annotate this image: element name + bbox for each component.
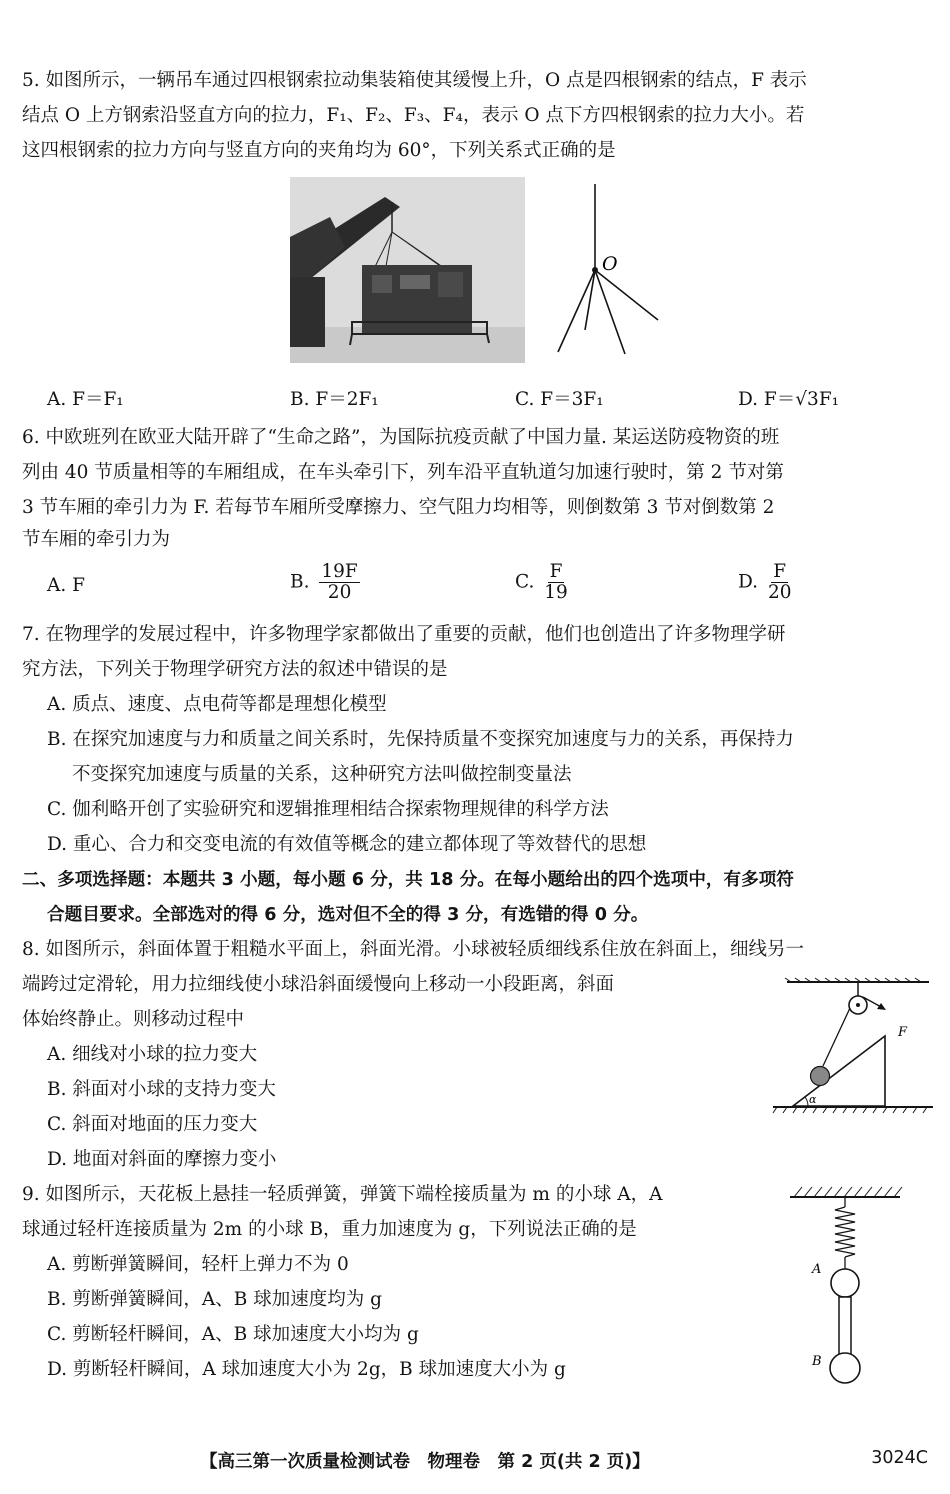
q6-line-1: 6. 中欧班列在欧亚大陆开辟了“生命之路”，为国际抗疫贡献了中国力量. 某运送防疫物资的班 — [22, 427, 780, 448]
q8-option-b[interactable]: B. 斜面对小球的支持力变大 — [47, 1079, 276, 1100]
q5-line-1: 5. 如图所示，一辆吊车通过四根钢索拉动集装箱使其缓慢上升，O 点是四根钢索的结点，F 表示 — [22, 70, 807, 91]
q9-option-b[interactable]: B. 剪断弹簧瞬间，A、B 球加速度均为 g — [47, 1289, 382, 1310]
incline-angle-label: α — [809, 1093, 817, 1106]
page-footer: 【高三第一次质量检测试卷 物理卷 第 2 页(共 2 页)】 — [200, 1452, 650, 1472]
q9-option-a[interactable]: A. 剪断弹簧瞬间，轻杆上弹力不为 0 — [47, 1254, 349, 1275]
q9-line-1: 9. 如图所示，天花板上悬挂一轻质弹簧，弹簧下端栓接质量为 m 的小球 A，A — [22, 1184, 663, 1205]
q6-option-c[interactable] — [515, 562, 568, 603]
paper-code: 3024C — [871, 1448, 928, 1468]
q6-option-c-prefix: C. — [515, 571, 535, 593]
q7-line-1: 7. 在物理学的发展过程中，许多物理学家都做出了重要的贡献，他们也创造出了许多物理学研 — [22, 624, 786, 645]
q9-line-2: 球通过轻杆连接质量为 2m 的小球 B，重力加速度为 g，下列说法正确的是 — [22, 1219, 637, 1240]
q7-option-c[interactable]: C. 伽利略开创了实验研究和逻辑推理相结合探索物理规律的科学方法 — [47, 799, 609, 820]
crane-photo-drawing — [290, 177, 525, 363]
q6-option-c-numerator: F — [549, 561, 563, 582]
q8-option-d[interactable]: D. 地面对斜面的摩擦力变小 — [47, 1149, 277, 1170]
q5-line-3: 这四根钢索的拉力方向与竖直方向的夹角均为 60°，下列关系式正确的是 — [22, 140, 616, 161]
q5-option-d[interactable]: D. F＝√3F₁ — [738, 389, 840, 410]
q9-option-c[interactable]: C. 剪断轻杆瞬间，A、B 球加速度大小均为 g — [47, 1324, 419, 1345]
q5-option-c[interactable]: C. F＝3F₁ — [515, 389, 604, 410]
knot-diagram — [530, 182, 670, 362]
q7-option-d[interactable]: D. 重心、合力和交变电流的有效值等概念的建立都体现了等效替代的思想 — [47, 834, 647, 855]
section-2-heading-cont: 合题目要求。全部选对的得 6 分，选对但不全的得 3 分，有选错的得 0 分。 — [47, 905, 649, 925]
ball-b-label: B — [812, 1354, 822, 1369]
q6-option-b-numerator: 19F — [321, 561, 358, 582]
q6-option-a[interactable]: A. F — [47, 575, 85, 596]
q6-line-3: 3 节车厢的牵引力为 F. 若每节车厢所受摩擦力、空气阻力均相等，则倒数第 3 节对倒数第 2 — [22, 497, 775, 518]
q6-option-d-denominator: 20 — [767, 582, 792, 603]
q6-option-d-prefix: D. — [738, 571, 759, 593]
ball-a-label: A — [812, 1262, 822, 1277]
q8-line-3: 体始终静止。则移动过程中 — [22, 1009, 245, 1030]
section-2-heading: 二、多项选择题：本题共 3 小题，每小题 6 分，共 18 分。在每小题给出的四个选项中，有多项符 — [22, 870, 794, 890]
q5-option-b[interactable]: B. F＝2F₁ — [290, 389, 379, 410]
q6-option-d-numerator: F — [773, 561, 787, 582]
spring-diagram — [790, 1185, 910, 1390]
q8-line-1: 8. 如图所示，斜面体置于粗糙水平面上，斜面光滑。小球被轻质细线系住放在斜面上，细线另一 — [22, 939, 805, 960]
q7-option-b[interactable]: B. 在探究加速度与力和质量之间关系时，先保持质量不变探究加速度与力的关系，再保持力 — [47, 729, 794, 750]
q6-option-b-fraction — [319, 562, 359, 603]
knot-label: O — [602, 253, 618, 275]
q6-option-b[interactable] — [290, 562, 360, 603]
q6-line-2: 列由 40 节质量相等的车厢组成，在车头牵引下，列车沿平直轨道匀加速行驶时，第 2 节对第 — [22, 462, 784, 483]
q6-option-d[interactable] — [738, 562, 792, 603]
q9-option-d[interactable]: D. 剪断轻杆瞬间，A 球加速度大小为 2g，B 球加速度大小为 g — [47, 1359, 566, 1380]
q6-option-b-prefix: B. — [290, 571, 310, 593]
q6-option-b-denominator: 20 — [327, 582, 352, 603]
q8-line-2: 端跨过定滑轮，用力拉细线使小球沿斜面缓慢向上移动一小段距离，斜面 — [22, 974, 615, 995]
q5-option-a[interactable]: A. F＝F₁ — [47, 389, 124, 410]
q7-option-b-cont[interactable]: 不变探究加速度与质量的关系，这种研究方法叫做控制变量法 — [72, 764, 572, 785]
q7-option-a[interactable]: A. 质点、速度、点电荷等都是理想化模型 — [47, 694, 387, 715]
q6-option-c-denominator: 19 — [544, 582, 568, 603]
crane-photo — [290, 177, 525, 363]
q6-option-d-fraction — [768, 562, 792, 603]
q7-line-2: 究方法，下列关于物理学研究方法的叙述中错误的是 — [22, 659, 448, 680]
q6-line-4: 节车厢的牵引力为 — [22, 529, 171, 550]
incline-diagram — [773, 978, 933, 1123]
q6-option-c-fraction — [544, 562, 568, 603]
q8-option-c[interactable]: C. 斜面对地面的压力变大 — [47, 1114, 258, 1135]
incline-force-label: F — [898, 1025, 908, 1040]
q8-option-a[interactable]: A. 细线对小球的拉力变大 — [47, 1044, 258, 1065]
q5-line-2: 结点 O 上方钢索沿竖直方向的拉力，F₁、F₂、F₃、F₄，表示 O 点下方四根钢索的拉力大小。若 — [22, 105, 805, 126]
